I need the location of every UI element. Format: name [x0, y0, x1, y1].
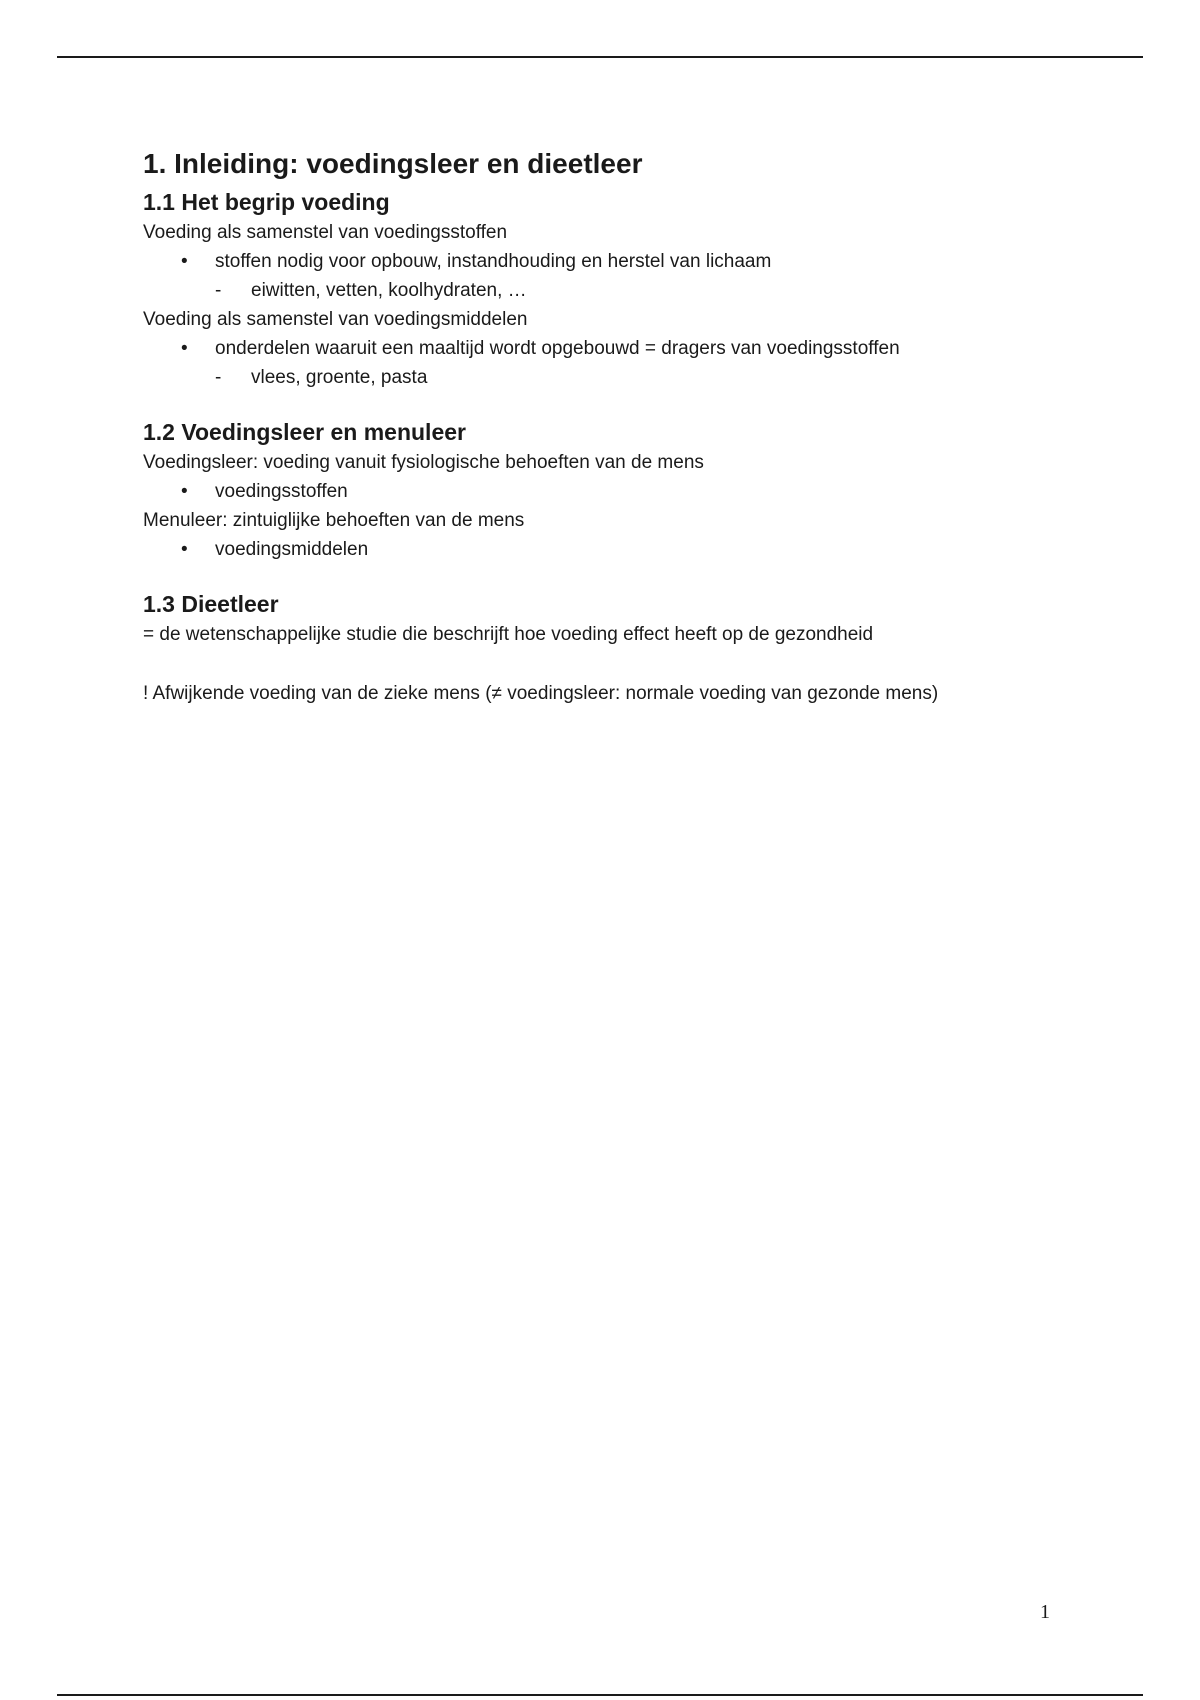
section-1-2-line-2: Menuleer: zintuiglijke behoeften van de mens: [143, 510, 525, 531]
paragraph-spacer: [143, 649, 1063, 679]
section-1-1-intro-2: Voeding als samenstel van voedingsmiddelen: [143, 309, 528, 330]
list-item-text: stoffen nodig voor opbouw, instandhouding en herstel van lichaam: [215, 251, 772, 272]
section-heading-1-3: 1.3 Dieetleer: [143, 591, 279, 617]
section-1-3-definition: = de wetenschappelijke studie die beschrijft hoe voeding effect heeft op de gezondheid: [143, 624, 874, 645]
bullet-marker: •: [181, 481, 188, 502]
list-item-text: voedingsmiddelen: [215, 539, 369, 560]
bullet-marker: •: [181, 251, 188, 272]
list-item-text: voedingsstoffen: [215, 481, 348, 502]
bullet-marker: •: [181, 539, 188, 560]
section-1-2-line-1: Voedingsleer: voeding vanuit fysiologische behoeften van de mens: [143, 452, 704, 473]
sub-list-item: [143, 363, 1063, 392]
footer-rule: [57, 1694, 1143, 1696]
list-item-text: onderdelen waaruit een maaltijd wordt opgebouwd = dragers van voedingsstoffen: [215, 338, 900, 359]
sub-list-item-text: eiwitten, vetten, koolhydraten, …: [251, 280, 527, 301]
list-item: [143, 535, 1063, 564]
page-number: 1: [1040, 1601, 1050, 1623]
dash-marker: -: [215, 367, 222, 388]
section-heading-1-2: 1.2 Voedingsleer en menuleer: [143, 419, 466, 445]
chapter-title: 1. Inleiding: voedingsleer en dieetleer: [143, 148, 643, 179]
section-1-1-intro-1: Voeding als samenstel van voedingsstoffen: [143, 222, 508, 243]
section-heading-1-1: 1.1 Het begrip voeding: [143, 189, 390, 215]
list-item: [143, 334, 1063, 363]
bullet-marker: •: [181, 338, 188, 359]
section-1-3-note: ! Afwijkende voeding van de zieke mens (≠ voedingsleer: normale voeding van gezonde mens): [143, 683, 939, 704]
dash-marker: -: [215, 280, 222, 301]
sub-list-item-text: vlees, groente, pasta: [251, 367, 428, 388]
document-body: [143, 140, 1063, 708]
header-rule: [57, 56, 1143, 58]
list-item: [143, 247, 1063, 276]
sub-list-item: [143, 276, 1063, 305]
list-item: [143, 477, 1063, 506]
